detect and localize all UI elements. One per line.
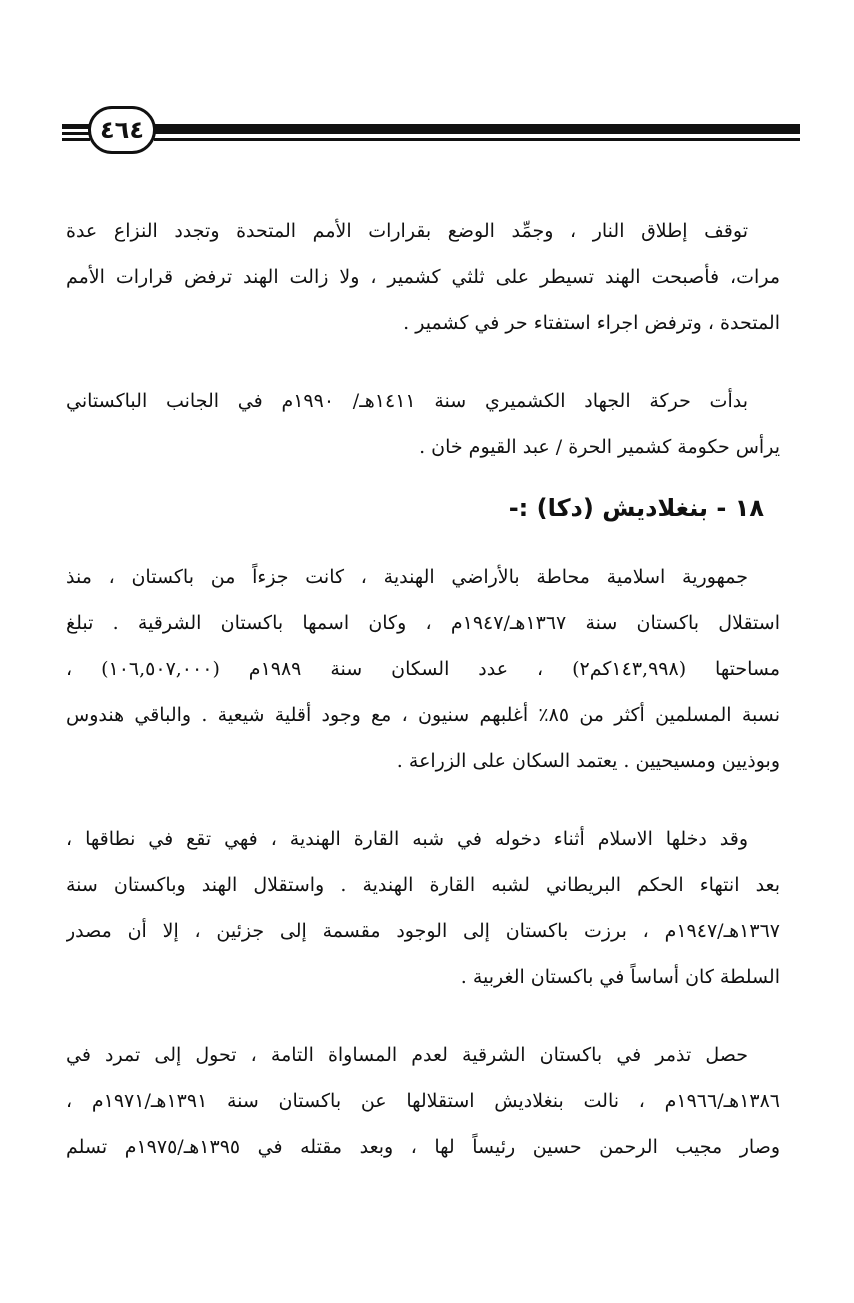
header-rule-left	[62, 124, 90, 129]
text-line: يرأس حكومة كشمير الحرة / عبد القيوم خان .	[419, 436, 780, 458]
text-line: ١٣٦٧هـ/١٩٤٧م ، برزت باكستان إلى الوجود مقسمة إلى جزئين ، إلا أن مصدر	[66, 920, 780, 942]
text-line: بدأت حركة الجهاد الكشميري سنة ١٤١١هـ/ ١٩٩٠م في الجانب الباكستاني	[66, 390, 748, 412]
text-line: مرات، فأصبحت الهند تسيطر على ثلثي كشمير ، ولا زالت الهند ترفض قرارات الأمم	[66, 266, 780, 288]
text-line: نسبة المسلمين أكثر من ٨٥٪ أغلبهم سنيون ، مع وجود أقلية شيعية . والباقي هندوس	[66, 704, 780, 726]
text-line: ١٣٨٦هـ/١٩٦٦م ، نالت بنغلاديش استقلالها عن باكستان سنة ١٣٩١هـ/١٩٧١م ،	[66, 1090, 780, 1112]
header-rule-thin	[154, 138, 800, 141]
text-line: حصل تذمر في باكستان الشرقية لعدم المساواة التامة ، تحول إلى تمرد في	[66, 1044, 748, 1066]
paragraph	[66, 208, 780, 346]
text-line: وصار مجيب الرحمن حسين رئيساً لها ، وبعد مقتله في ١٣٩٥هـ/١٩٧٥م تسلم	[66, 1136, 780, 1158]
page-content	[66, 208, 780, 1170]
header-rule-left	[62, 132, 90, 135]
paragraph	[66, 1032, 780, 1170]
page-header	[62, 104, 800, 160]
paragraph	[66, 554, 780, 784]
text-line: مساحتها (١٤٣,٩٩٨كم٢) ، عدد السكان سنة ١٩٨٩م (١٠٦,٥٠٧,٠٠٠) ،	[66, 658, 780, 680]
paragraph	[66, 378, 780, 470]
header-rule-left	[62, 138, 90, 141]
text-line: وبوذيين ومسيحيين . يعتمد السكان على الزراعة .	[396, 750, 780, 772]
header-rule-thick	[154, 124, 800, 134]
text-line: المتحدة ، وترفض اجراء استفتاء حر في كشمير .	[403, 312, 780, 334]
paragraph	[66, 816, 780, 1000]
section-heading: ١٨ - بنغلاديش (دكا) :-	[508, 494, 764, 522]
text-line: السلطة كان أساساً في باكستان الغربية .	[460, 966, 780, 988]
text-line: بعد انتهاء الحكم البريطاني لشبه القارة الهندية . واستقلال الهند وباكستان سنة	[66, 874, 780, 896]
text-line: توقف إطلاق النار ، وجمِّد الوضع بقرارات الأمم المتحدة وتجدد النزاع عدة	[66, 220, 748, 242]
text-line: استقلال باكستان سنة ١٣٦٧هـ/١٩٤٧م ، وكان اسمها باكستان الشرقية . تبلغ	[66, 612, 780, 634]
page-number: ٤٦٤	[88, 106, 156, 154]
text-line: وقد دخلها الاسلام أثناء دخوله في شبه القارة الهندية ، فهي تقع في نطاقها ،	[66, 828, 748, 850]
text-line: جمهورية اسلامية محاطة بالأراضي الهندية ، كانت جزءاً من باكستان ، منذ	[66, 566, 748, 588]
